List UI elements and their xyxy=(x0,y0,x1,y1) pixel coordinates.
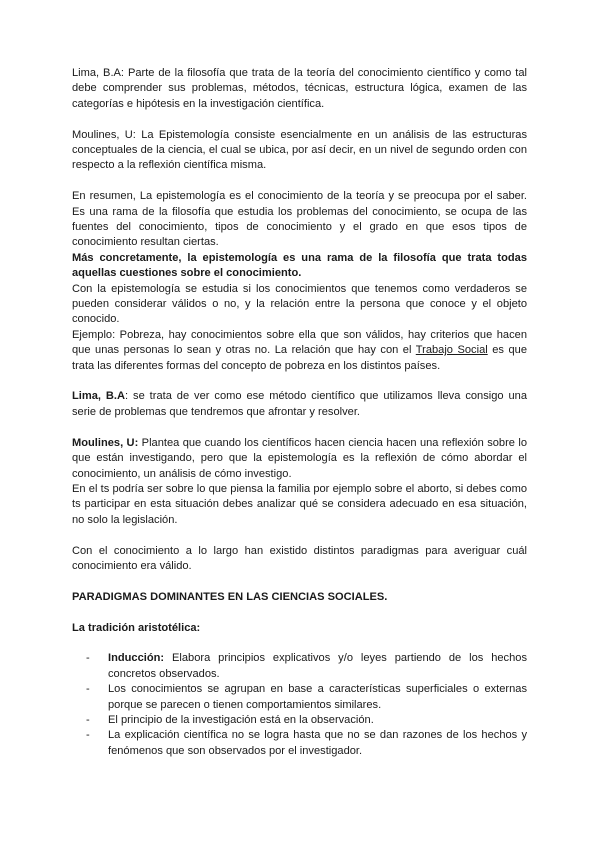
list-item xyxy=(72,713,527,728)
list-item xyxy=(72,682,527,713)
list-item xyxy=(72,728,527,759)
trabajo-social-link[interactable]: Trabajo Social xyxy=(415,344,488,357)
induction-text: Elabora principios explicativos y/o leyes partiendo de los hechos concretos observados. xyxy=(108,652,527,680)
document-page xyxy=(72,66,527,759)
list-item-text: La explicación científica no se logra hasta que no se dan razones de los hechos y fenómenos que son observados por el investigador. xyxy=(108,729,527,757)
paragraph-ts-example: En el ts podría ser sobre lo que piensa la familia por ejemplo sobre el aborto, si debes como ts participar en esta situación debes analizar qué se considera adecuado en esa situación, no solo la legislación. xyxy=(72,482,527,526)
paragraph-summary-bold: Más concretamente, la epistemología es una rama de la filosofía que trata todas aquellas cuestiones sobre el conocimiento. xyxy=(72,251,527,280)
dash-bullet: - xyxy=(86,729,90,742)
list-item xyxy=(72,651,527,682)
example-text-after: es que trata las diferentes formas del concepto de pobreza en los distintos países. xyxy=(72,344,527,372)
author-lima: Lima, B.A xyxy=(72,390,126,403)
paragraph-lima-method xyxy=(72,389,527,420)
paragraph-lima-definition: Lima, B.A: Parte de la filosofía que trata de la teoría del conocimiento científico y como tal debe comprender sus problemas, métodos, técnicas, estructura lógica, examen de las categorías e hipótesis en la investigación científica. xyxy=(72,67,527,110)
example-text-before: Ejemplo: Pobreza, hay conocimientos sobre ella que son válidos, hay criterios que hacen que unas personas lo sean y otras no. La relación que hay con el xyxy=(72,328,527,357)
author-moulines: Moulines, U: xyxy=(72,436,139,449)
section-heading: PARADIGMAS DOMINANTES EN LAS CIENCIAS SOCIALES. xyxy=(72,590,388,603)
moulines-reflection-text: Plantea que cuando los científicos hacen ciencia hacen una reflexión sobre lo que están investigando, pero que la epistemología es la reflexión de cómo abordar el conocimiento, un análisis de cómo investigo. xyxy=(72,436,527,480)
paragraph-epistemology-study: Con la epistemología se estudia si los conocimientos que tenemos como verdaderos se pueden considerar válidos o no, y la relación entre la persona que conoce y el objeto conocido. xyxy=(72,282,527,326)
list-item-text: El principio de la investigación está en la observación. xyxy=(108,713,374,726)
paragraph-example xyxy=(72,328,527,374)
paragraph-moulines-reflection xyxy=(72,436,527,482)
dash-bullet: - xyxy=(86,652,90,665)
subsection-heading: La tradición aristotélica: xyxy=(72,621,201,634)
paragraph-summary: En resumen, La epistemología es el conocimiento de la teoría y se preocupa por el saber. Es una rama de la filosofía que estudia los problemas del conocimiento, se ocupa de las fuentes del conocimiento, tipos de conocimiento y el grado en que esos tipos de conocimiento resultan ciertas. xyxy=(72,190,527,249)
aristotelian-list xyxy=(72,651,527,759)
list-item-text: Los conocimientos se agrupan en base a características superficiales o externas porque se parecen o tienen comportamientos similares. xyxy=(108,683,527,711)
dash-bullet: - xyxy=(86,713,90,726)
lima-method-text: : se trata de ver como ese método científico que utilizamos lleva consigo una serie de problemas que tendremos que afrontar y resolver. xyxy=(72,390,527,418)
paragraph-paradigms-intro: Con el conocimiento a lo largo han existido distintos paradigmas para averiguar cuál conocimiento era válido. xyxy=(72,544,527,572)
induction-label: Inducción: xyxy=(108,652,165,665)
paragraph-moulines-definition: Moulines, U: La Epistemología consiste esencialmente en un análisis de las estructuras conceptuales de la ciencia, el cual se ubica, por así decir, en un nivel de segundo orden con respecto a la reflexión científica misma. xyxy=(72,128,527,172)
dash-bullet: - xyxy=(86,683,90,696)
